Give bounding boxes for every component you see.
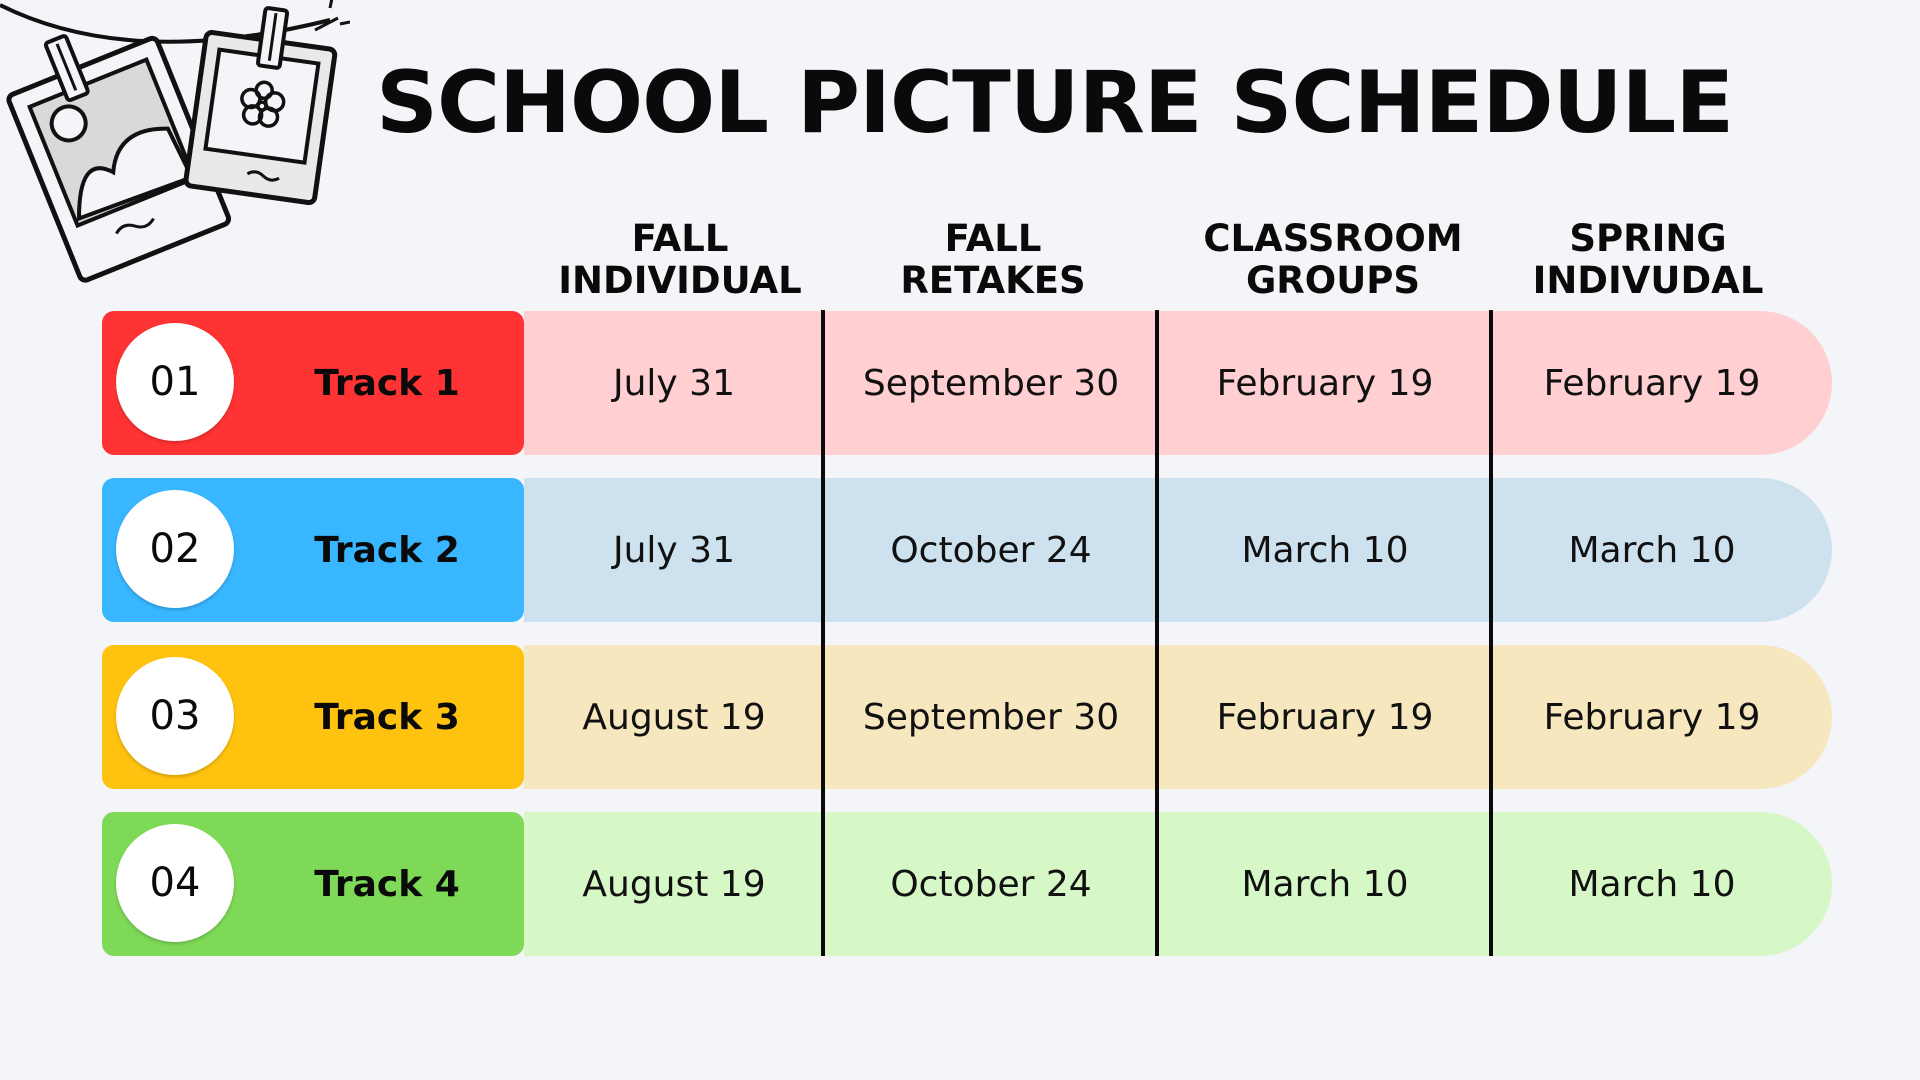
date-cell-fall-individual: July 31	[613, 362, 735, 404]
track-name: Track 1	[314, 362, 460, 404]
date-cell-spring-individual: February 19	[1543, 362, 1761, 404]
date-cell-spring-individual: March 10	[1568, 863, 1736, 905]
track-name: Track 2	[314, 529, 460, 571]
column-header-label: SPRING INDIVUDAL	[1532, 217, 1764, 302]
track-number-badge: 02	[116, 490, 234, 608]
column-header-classroom-groups	[1183, 218, 1483, 302]
date-cell-classroom-groups: March 10	[1241, 529, 1409, 571]
date-cell-fall-individual: August 19	[582, 863, 766, 905]
track-name: Track 4	[314, 863, 460, 905]
schedule-row-track-1	[102, 311, 1832, 455]
column-header-spring-individual	[1498, 218, 1798, 302]
track-number-badge: 01	[116, 323, 234, 441]
date-cell-fall-retakes: September 30	[862, 362, 1120, 404]
track-number-badge: 04	[116, 824, 234, 942]
column-header-fall-retakes	[843, 218, 1143, 302]
track-number-badge: 03	[116, 657, 234, 775]
track-label-box	[102, 812, 524, 956]
date-cell-spring-individual: March 10	[1568, 529, 1736, 571]
column-divider	[821, 310, 825, 956]
date-cell-fall-individual: July 31	[613, 529, 735, 571]
date-cell-fall-retakes: September 30	[862, 696, 1120, 738]
date-cell-fall-retakes: October 24	[890, 529, 1092, 571]
page-title: SCHOOL PICTURE SCHEDULE	[376, 53, 1734, 153]
schedule-row-track-4	[102, 812, 1832, 956]
date-cell-classroom-groups: March 10	[1241, 863, 1409, 905]
column-header-label: FALL INDIVIDUAL	[558, 217, 802, 302]
track-name: Track 3	[314, 696, 460, 738]
column-header-label: FALL RETAKES	[900, 217, 1086, 302]
date-cell-fall-individual: August 19	[582, 696, 766, 738]
date-cell-classroom-groups: February 19	[1216, 696, 1434, 738]
column-divider	[1155, 310, 1159, 956]
column-header-label: CLASSROOM GROUPS	[1203, 217, 1463, 302]
schedule-row-track-2	[102, 478, 1832, 622]
hanging-photos-icon	[0, 0, 350, 310]
date-cell-fall-retakes: October 24	[890, 863, 1092, 905]
date-cell-classroom-groups: February 19	[1216, 362, 1434, 404]
track-label-box	[102, 478, 524, 622]
track-label-box	[102, 645, 524, 789]
date-cell-spring-individual: February 19	[1543, 696, 1761, 738]
column-divider	[1489, 310, 1493, 956]
schedule-row-track-3	[102, 645, 1832, 789]
column-header-fall-individual	[530, 218, 830, 302]
track-label-box	[102, 311, 524, 455]
